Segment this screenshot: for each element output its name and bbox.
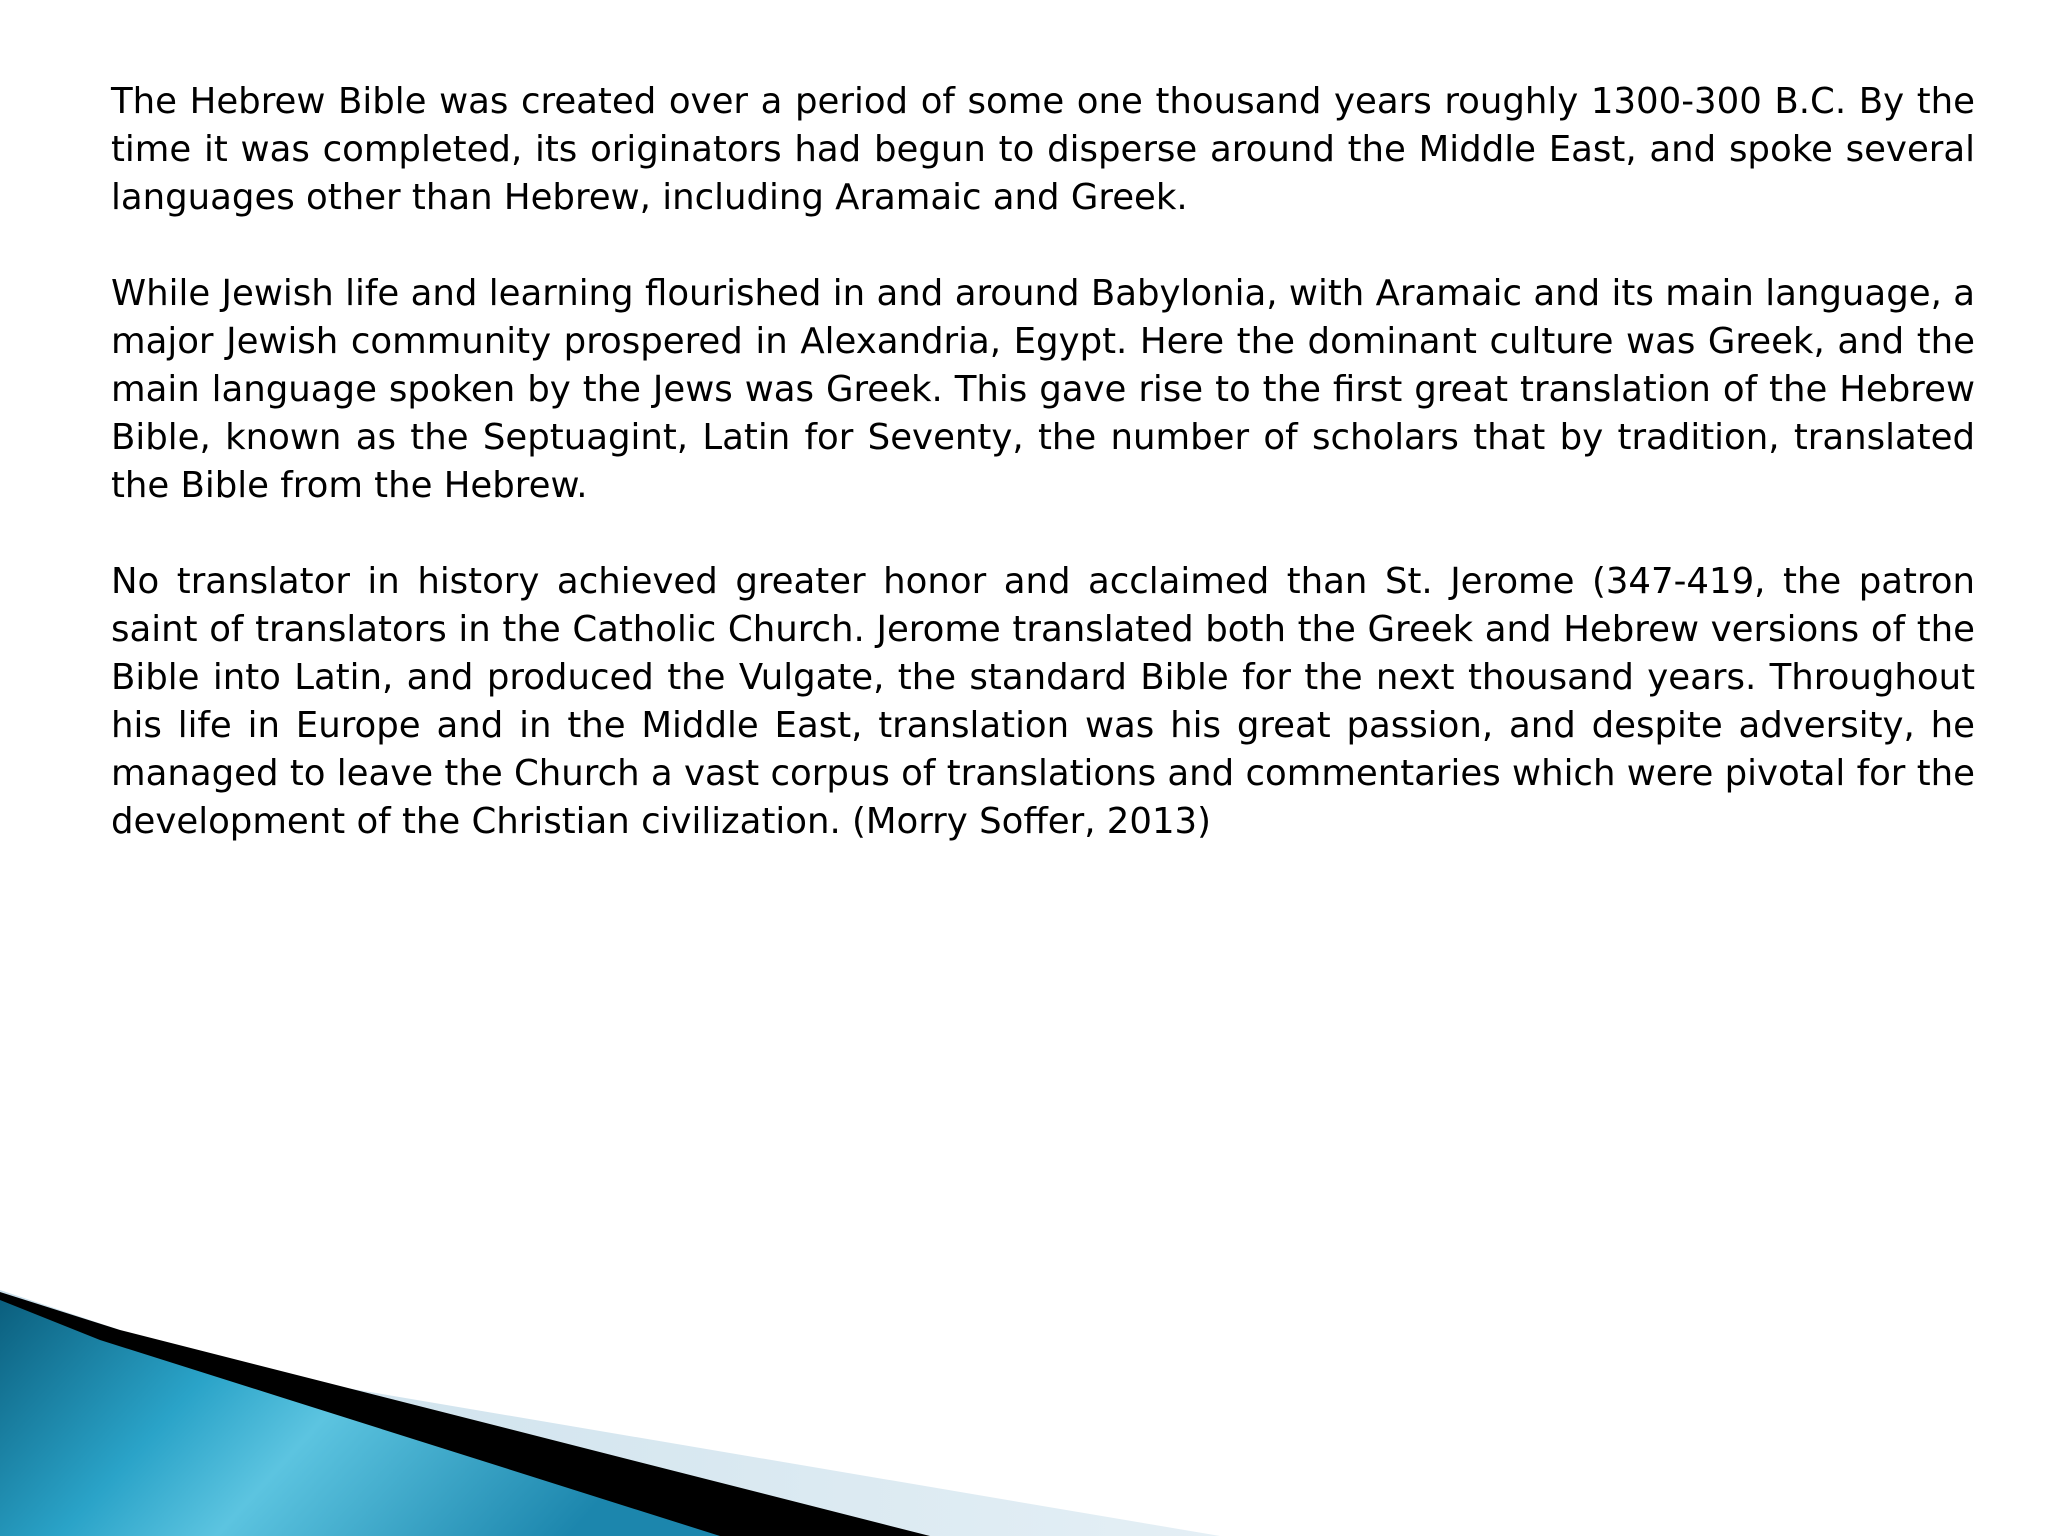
paragraph-septuagint: While Jewish life and learning flourished in and around Babylonia, with Aramaic and its main language, a major Jewish community prospered in Alexandria, Egypt. Here the dominant culture was Greek, and the main language spoken by the Jews was Greek. This gave rise to the first great translation of the Hebrew Bible, known as the Septuagint, Latin for Seventy, the number of scholars that by tradition, translated the Bible from the Hebrew. <box>111 273 1975 506</box>
black-sliver-shape <box>0 1292 930 1536</box>
paragraph-hebrew-bible: The Hebrew Bible was created over a period of some one thousand years roughly 1300-300 B.C. By the time it was completed, its originators had begun to disperse around the Middle East, and spoke several languages other than Hebrew, including Aramaic and Greek. <box>111 81 1975 218</box>
paragraph-st-jerome: No translator in history achieved greater honor and acclaimed than St. Jerome (347-419, the patron saint of translators in the Catholic Church. Jerome translated both the Greek and Hebrew versions of the Bible into Latin, and produced the Vulgate, the standard Bible for the next thousand years. Throughout his life in Europe and in the Middle East, translation was his great passion, and despite adversity, he managed to leave the Church a vast corpus of translations and commentaries which were pivotal for the development of the Christian civilization. (Morry Soffer, 2013) <box>111 561 1975 842</box>
teal-gradient-shape <box>0 1300 720 1536</box>
pale-band-shape <box>0 1290 1220 1536</box>
slide-body <box>111 78 1975 846</box>
